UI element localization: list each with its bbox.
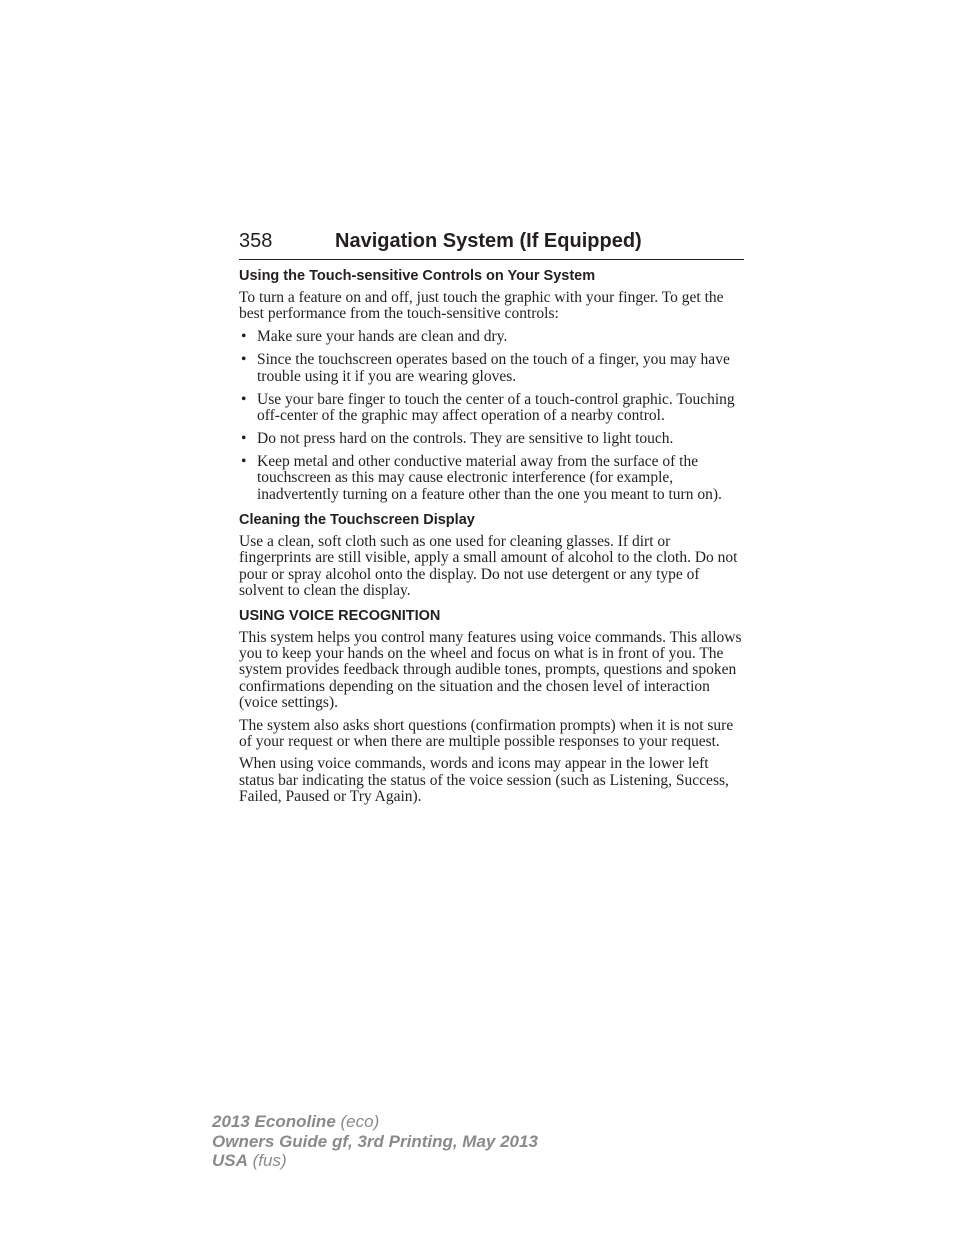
footer-line (212, 1112, 538, 1132)
section-voice-recognition (239, 606, 744, 806)
section-intro: To turn a feature on and off, just touch the graphic with your finger. To get the best performance from the touch-sensitive controls: (239, 289, 724, 323)
section-touch-controls (239, 266, 744, 503)
footer-market-code: (fus) (247, 1151, 287, 1170)
list-item-text: Use your bare finger to touch the center of a touch-control graphic. Touching off-center of the graphic may affect operation of a nearby control. (257, 390, 735, 424)
list-item-text: Keep metal and other conductive material away from the surface of the touchscreen as this may cause electronic interference (for example, inadvertently turning on a feature other than the one you meant to turn on). (257, 452, 722, 503)
bullet-icon: • (241, 328, 247, 346)
list-item-text: Do not press hard on the controls. They are sensitive to light touch. (257, 429, 674, 447)
bullet-icon: • (241, 351, 247, 369)
list-item (239, 329, 744, 345)
section-cleaning (239, 510, 744, 600)
list-item (239, 352, 744, 385)
page-content (239, 266, 744, 806)
page-number: 358 (239, 230, 273, 252)
page-footer (212, 1112, 538, 1171)
footer-model-code: (eco) (335, 1112, 380, 1131)
paragraph: When using voice commands, words and icons may appear in the lower left status bar indicating the status of the voice session (such as Listening, Success, Failed, Paused or Try Again). (239, 755, 729, 806)
bullet-icon: • (241, 390, 247, 408)
list-item-text: Since the touchscreen operates based on the touch of a finger, you may have trouble using it if you are wearing gloves. (257, 351, 730, 385)
list-item (239, 431, 744, 447)
section-heading: Cleaning the Touchscreen Display (239, 511, 475, 528)
section-heading: USING VOICE RECOGNITION (239, 607, 441, 624)
list-item-text: Make sure your hands are clean and dry. (257, 328, 508, 346)
footer-line (212, 1132, 538, 1152)
footer-line (212, 1151, 538, 1171)
bullet-icon: • (241, 452, 247, 470)
page-header (239, 228, 744, 260)
footer-model: 2013 Econoline (212, 1112, 336, 1131)
list-item (239, 392, 744, 425)
list-item (239, 454, 744, 503)
footer-market: USA (212, 1151, 248, 1170)
footer-guide: Owners Guide gf, 3rd Printing, May 2013 (212, 1131, 538, 1151)
bullet-list (239, 329, 744, 503)
paragraph: This system helps you control many features using voice commands. This allows you to keep your hands on the wheel and focus on what is in front of you. The system provides feedback through audible tones, prompts, questions and spoken confirmations depending on the situation and the chosen level of interaction (voice settings). (239, 628, 742, 712)
section-heading: Using the Touch-sensitive Controls on Your System (239, 268, 596, 284)
paragraph: The system also asks short questions (confirmation prompts) when it is not sure of your request or when there are multiple possible responses to your request. (239, 716, 734, 751)
page-title: Navigation System (If Equipped) (335, 230, 642, 252)
bullet-icon: • (241, 429, 247, 447)
paragraph: Use a clean, soft cloth such as one used for cleaning glasses. If dirt or fingerprints are still visible, apply a small amount of alcohol to the cloth. Do not pour or spray alcohol onto the display. Do not use detergent or any type of solvent to clean the display. (239, 532, 738, 600)
